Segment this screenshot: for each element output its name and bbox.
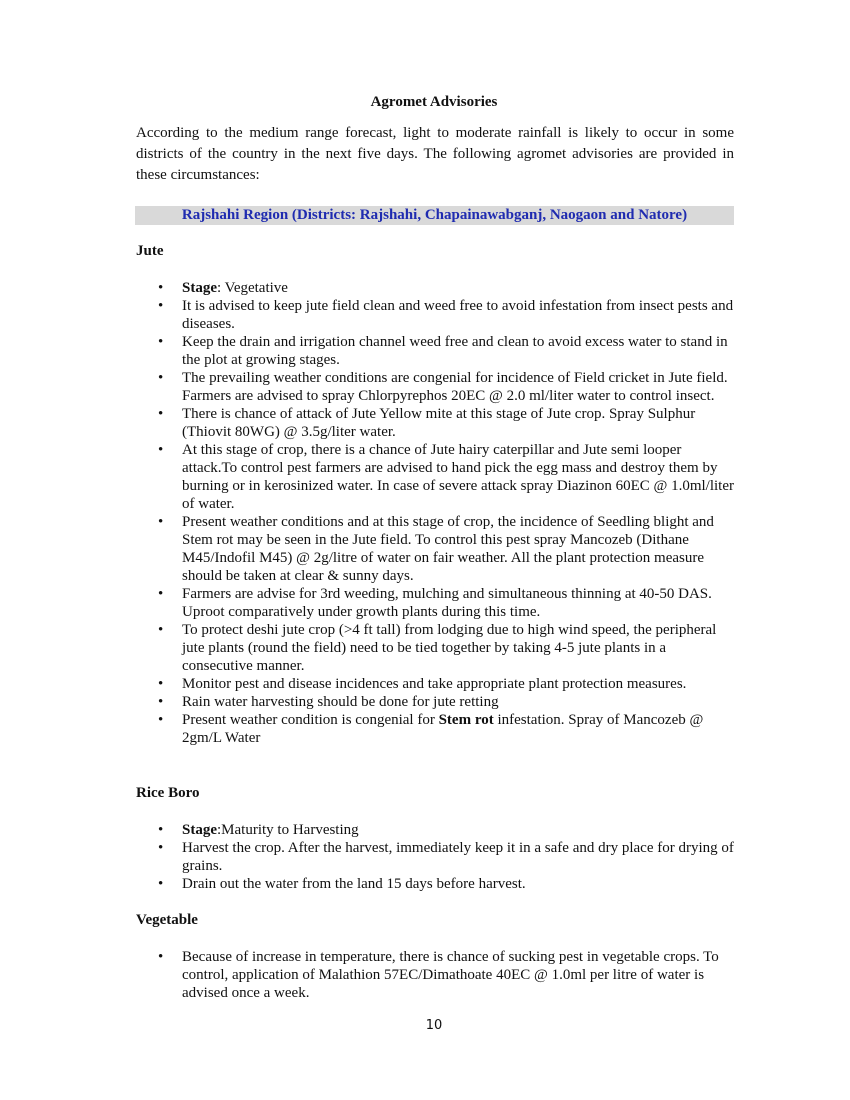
vegetable-advisory-list bbox=[136, 948, 736, 1002]
list-item: • Harvest the crop. After the harvest, immediately keep it in a safe and dry place for drying of grains. bbox=[136, 839, 736, 875]
list-item: • Rain water harvesting should be done for jute retting bbox=[136, 693, 736, 711]
list-item: • Present weather conditions and at this stage of crop, the incidence of Seedling blight and Stem rot may be seen in the Jute field. To control this pest spray Mancozeb (Dithane M45/Indofil M45) @ 2g/litre of water on fair weather. All the plant protection measure should be taken at clear & sunny days. bbox=[136, 513, 736, 585]
list-item bbox=[136, 821, 736, 839]
jute-heading: Jute bbox=[136, 243, 164, 259]
list-item bbox=[136, 711, 736, 747]
list-item bbox=[136, 279, 736, 297]
stem-rot-text-pre: Present weather condition is congenial for bbox=[182, 712, 439, 728]
stage-label: Stage bbox=[182, 822, 217, 838]
vegetable-heading: Vegetable bbox=[136, 912, 198, 928]
list-item: • Keep the drain and irrigation channel weed free and clean to avoid excess water to stand in the plot at growing stages. bbox=[136, 333, 736, 369]
rice-advisory-list bbox=[136, 821, 736, 893]
list-item: • Because of increase in temperature, there is chance of sucking pest in vegetable crops. To control, application of Malathion 57EC/Dimathoate 40EC @ 1.0ml per litre of water is advised once a week. bbox=[136, 948, 736, 1002]
list-item: • There is chance of attack of Jute Yellow mite at this stage of Jute crop. Spray Sulphur (Thiovit 80WG) @ 3.5g/liter water. bbox=[136, 405, 736, 441]
rice-boro-heading: Rice Boro bbox=[136, 785, 200, 801]
list-item: • At this stage of crop, there is a chance of Jute hairy caterpillar and Jute semi looper attack.To control pest farmers are advised to hand pick the egg mass and destroy them by burning or in kerosinized water. In case of severe attack spray Diazinon 60EC @ 1.0ml/liter of water. bbox=[136, 441, 736, 513]
list-item: • Drain out the water from the land 15 days before harvest. bbox=[136, 875, 736, 893]
list-item: • The prevailing weather conditions are congenial for incidence of Field cricket in Jute field. Farmers are advised to spray Chlorpyrephos 20EC @ 2.0 ml/liter water to control insect. bbox=[136, 369, 736, 405]
list-item: • To protect deshi jute crop (>4 ft tall) from lodging due to high wind speed, the peripheral jute plants (round the field) need to be tied together by taking 4-5 jute plants in a consecutive manner. bbox=[136, 621, 736, 675]
jute-advisory-list bbox=[136, 279, 736, 747]
stem-rot-label: Stem rot bbox=[438, 712, 494, 728]
stage-value: : Vegetative bbox=[217, 280, 288, 296]
stem-rot-text-post: infestation. Spray of Mancozeb @ 2gm/L Water bbox=[182, 712, 704, 746]
list-item: • Farmers are advise for 3rd weeding, mulching and simultaneous thinning at 40-50 DAS. Uproot comparatively under growth plants during this time. bbox=[136, 585, 736, 621]
region-header: Rajshahi Region (Districts: Rajshahi, Chapainawabganj, Naogaon and Natore) bbox=[135, 206, 734, 225]
page-number: 10 bbox=[425, 1018, 443, 1033]
intro-paragraph: According to the medium range forecast, light to moderate rainfall is likely to occur in some districts of the country in the next five days. The following agromet advisories are provided in these circumstances: bbox=[136, 125, 734, 183]
list-item: • Monitor pest and disease incidences and take appropriate plant protection measures. bbox=[136, 675, 736, 693]
list-item: • It is advised to keep jute field clean and weed free to avoid infestation from insect pests and diseases. bbox=[136, 297, 736, 333]
page-title: Agromet Advisories bbox=[370, 94, 498, 110]
stage-label: Stage bbox=[182, 280, 217, 296]
stage-value: :Maturity to Harvesting bbox=[217, 822, 359, 838]
